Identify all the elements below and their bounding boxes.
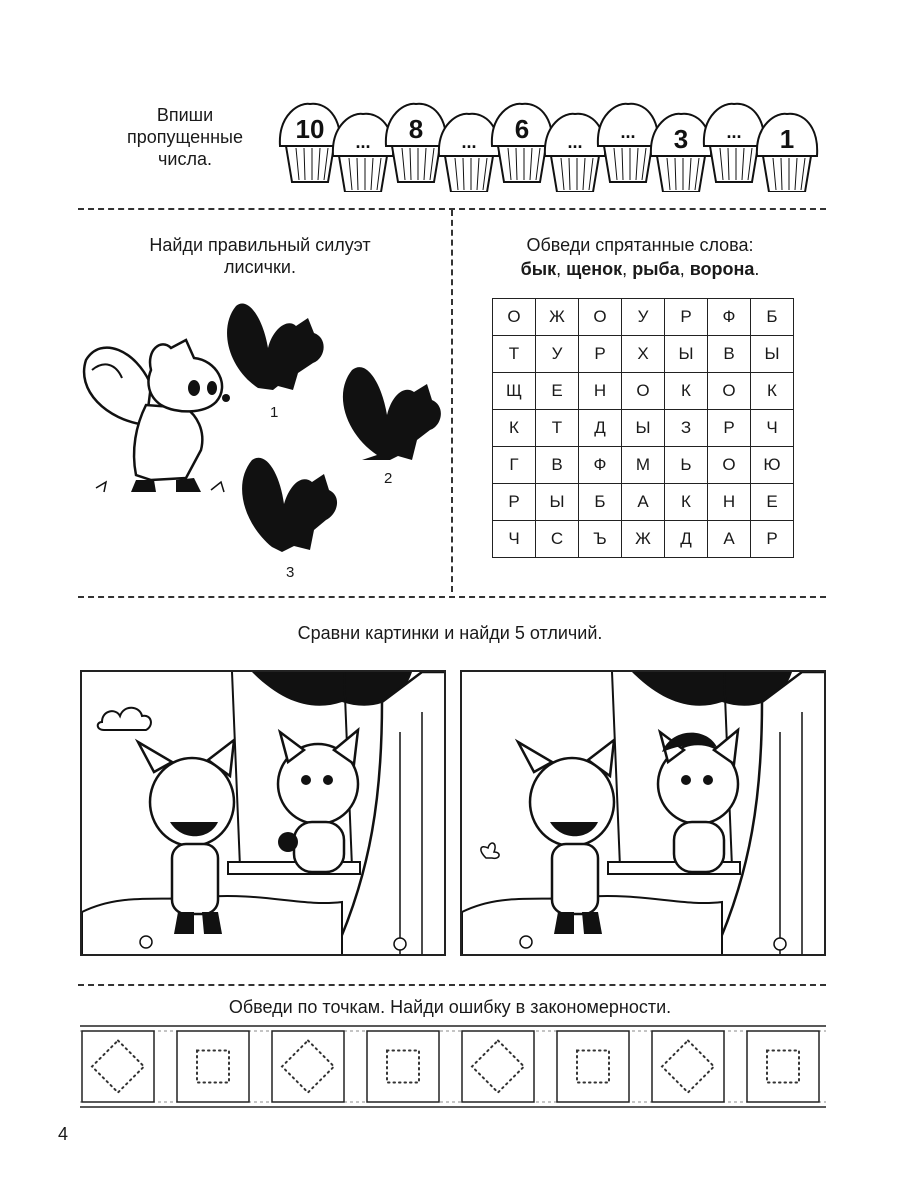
fox-illustration bbox=[76, 330, 236, 500]
cupcake-sequence bbox=[276, 82, 836, 192]
page-number: 4 bbox=[58, 1124, 69, 1144]
cupcake-value: ... bbox=[726, 122, 742, 142]
cupcake-value: ... bbox=[461, 132, 477, 152]
grid-cell[interactable]: З bbox=[665, 410, 708, 447]
diamond-shape bbox=[92, 1041, 144, 1093]
cupcake-7[interactable] bbox=[598, 104, 658, 182]
grid-cell[interactable]: Р bbox=[708, 410, 751, 447]
pattern-cell-diamond[interactable] bbox=[272, 1031, 344, 1102]
grid-cell[interactable]: Ф bbox=[579, 447, 622, 484]
grid-cell[interactable]: Ф bbox=[708, 299, 751, 336]
grid-row bbox=[493, 447, 794, 484]
grid-cell[interactable]: Ъ bbox=[579, 521, 622, 558]
diamond-shape bbox=[282, 1041, 334, 1093]
grid-cell[interactable]: К bbox=[493, 410, 536, 447]
grid-cell[interactable]: О bbox=[708, 373, 751, 410]
grid-cell[interactable]: А bbox=[622, 484, 665, 521]
grid-cell[interactable]: Ю bbox=[751, 447, 794, 484]
cupcake-2[interactable] bbox=[333, 114, 393, 192]
grid-cell[interactable]: Т bbox=[493, 336, 536, 373]
grid-cell[interactable]: О bbox=[579, 299, 622, 336]
word-vorona: ворона bbox=[689, 259, 755, 279]
task3-words: бык, щенок, рыба, ворона. bbox=[520, 259, 760, 279]
cupcake-value: 6 bbox=[514, 114, 530, 144]
silhouette-label-2: 2 bbox=[384, 470, 393, 487]
grid-row bbox=[493, 484, 794, 521]
divider-middle bbox=[78, 596, 826, 598]
grid-cell[interactable]: О bbox=[708, 447, 751, 484]
grid-cell[interactable]: Ж bbox=[536, 299, 579, 336]
grid-cell[interactable]: А bbox=[708, 521, 751, 558]
diamond-shape bbox=[472, 1041, 524, 1093]
cupcake-3 bbox=[386, 104, 446, 182]
cupcake-value: 3 bbox=[673, 124, 689, 154]
grid-cell[interactable]: Ы bbox=[622, 410, 665, 447]
silhouette-label-3: 3 bbox=[286, 564, 295, 581]
word-byk: бык bbox=[520, 259, 557, 279]
task5-instruction: Обведи по точкам. Найди ошибку в закономерности. bbox=[228, 997, 672, 1017]
grid-cell[interactable]: Х bbox=[622, 336, 665, 373]
grid-cell[interactable]: Ч bbox=[493, 521, 536, 558]
pattern-cell-square[interactable] bbox=[367, 1031, 439, 1102]
pattern-cell-square[interactable] bbox=[747, 1031, 819, 1102]
grid-cell[interactable]: О bbox=[622, 373, 665, 410]
word-ryba: рыба bbox=[632, 259, 680, 279]
cupcake-9[interactable] bbox=[704, 104, 764, 182]
grid-cell[interactable]: Т bbox=[536, 410, 579, 447]
square-shape bbox=[197, 1051, 229, 1083]
grid-cell[interactable]: Ы bbox=[665, 336, 708, 373]
cupcake-10 bbox=[757, 114, 817, 192]
word-shchenok: щенок bbox=[566, 259, 623, 279]
grid-cell[interactable]: Р bbox=[493, 484, 536, 521]
grid-row bbox=[493, 521, 794, 558]
grid-cell[interactable]: Ь bbox=[665, 447, 708, 484]
grid-row bbox=[493, 299, 794, 336]
cupcake-value: ... bbox=[355, 132, 371, 152]
task4-instruction: Сравни картинки и найди 5 отличий. bbox=[297, 623, 603, 643]
cupcake-value: ... bbox=[620, 122, 636, 142]
cupcake-value: 1 bbox=[779, 124, 795, 154]
grid-cell[interactable]: У bbox=[622, 299, 665, 336]
grid-cell[interactable]: С bbox=[536, 521, 579, 558]
cupcake-value: 8 bbox=[408, 114, 424, 144]
cupcake-value: ... bbox=[567, 132, 583, 152]
task2-instruction: Найди правильный силуэт лисички. bbox=[149, 235, 371, 277]
grid-cell[interactable]: Б bbox=[751, 299, 794, 336]
fox-silhouette-1[interactable] bbox=[218, 298, 328, 398]
grid-cell[interactable]: К bbox=[665, 373, 708, 410]
grid-cell[interactable]: Ч bbox=[751, 410, 794, 447]
grid-cell[interactable]: Е bbox=[536, 373, 579, 410]
cupcake-4[interactable] bbox=[439, 114, 499, 192]
grid-cell[interactable]: Р bbox=[579, 336, 622, 373]
grid-cell[interactable]: Д bbox=[665, 521, 708, 558]
cupcake-value: 10 bbox=[295, 114, 325, 144]
square-shape bbox=[767, 1051, 799, 1083]
picture-right[interactable] bbox=[460, 670, 826, 956]
grid-cell[interactable]: Г bbox=[493, 447, 536, 484]
trace-pattern-strip[interactable] bbox=[80, 1024, 830, 1110]
grid-cell[interactable]: Р bbox=[751, 521, 794, 558]
diamond-shape bbox=[662, 1041, 714, 1093]
picture-left[interactable] bbox=[80, 670, 446, 956]
fox-silhouette-2[interactable] bbox=[332, 360, 452, 470]
word-search-grid bbox=[492, 298, 794, 558]
square-shape bbox=[387, 1051, 419, 1083]
task3-instruction: Обведи спрятанные слова: bbox=[526, 235, 754, 255]
grid-cell[interactable]: Ы bbox=[751, 336, 794, 373]
pattern-cell-square[interactable] bbox=[557, 1031, 629, 1102]
grid-cell[interactable]: О bbox=[493, 299, 536, 336]
pattern-cell-diamond[interactable] bbox=[82, 1031, 154, 1102]
grid-row bbox=[493, 373, 794, 410]
task1-instruction: Впиши пропущенные числа. bbox=[127, 105, 243, 169]
grid-cell[interactable]: В bbox=[708, 336, 751, 373]
grid-cell[interactable]: Е bbox=[751, 484, 794, 521]
pattern-cell-diamond[interactable] bbox=[462, 1031, 534, 1102]
pattern-cell-square[interactable] bbox=[177, 1031, 249, 1102]
grid-cell[interactable]: В bbox=[536, 447, 579, 484]
grid-row bbox=[493, 336, 794, 373]
grid-cell[interactable]: Б bbox=[579, 484, 622, 521]
grid-cell[interactable]: Д bbox=[579, 410, 622, 447]
grid-cell[interactable]: Ж bbox=[622, 521, 665, 558]
cupcake-1 bbox=[280, 104, 340, 182]
grid-row bbox=[493, 410, 794, 447]
cupcake-8 bbox=[651, 114, 711, 192]
grid-cell[interactable]: К bbox=[665, 484, 708, 521]
grid-cell[interactable]: Н bbox=[579, 373, 622, 410]
divider-bottom bbox=[78, 984, 826, 986]
silhouette-label-1: 1 bbox=[270, 404, 279, 421]
pattern-cell-diamond[interactable] bbox=[652, 1031, 724, 1102]
square-shape bbox=[577, 1051, 609, 1083]
cupcake-5 bbox=[492, 104, 552, 182]
grid-cell[interactable]: Р bbox=[665, 299, 708, 336]
cupcake-6[interactable] bbox=[545, 114, 605, 192]
grid-cell[interactable]: Щ bbox=[493, 373, 536, 410]
grid-cell[interactable]: У bbox=[536, 336, 579, 373]
grid-cell[interactable]: М bbox=[622, 447, 665, 484]
fox-silhouette-3[interactable] bbox=[232, 452, 342, 557]
grid-cell[interactable]: Ы bbox=[536, 484, 579, 521]
grid-cell[interactable]: К bbox=[751, 373, 794, 410]
grid-cell[interactable]: Н bbox=[708, 484, 751, 521]
